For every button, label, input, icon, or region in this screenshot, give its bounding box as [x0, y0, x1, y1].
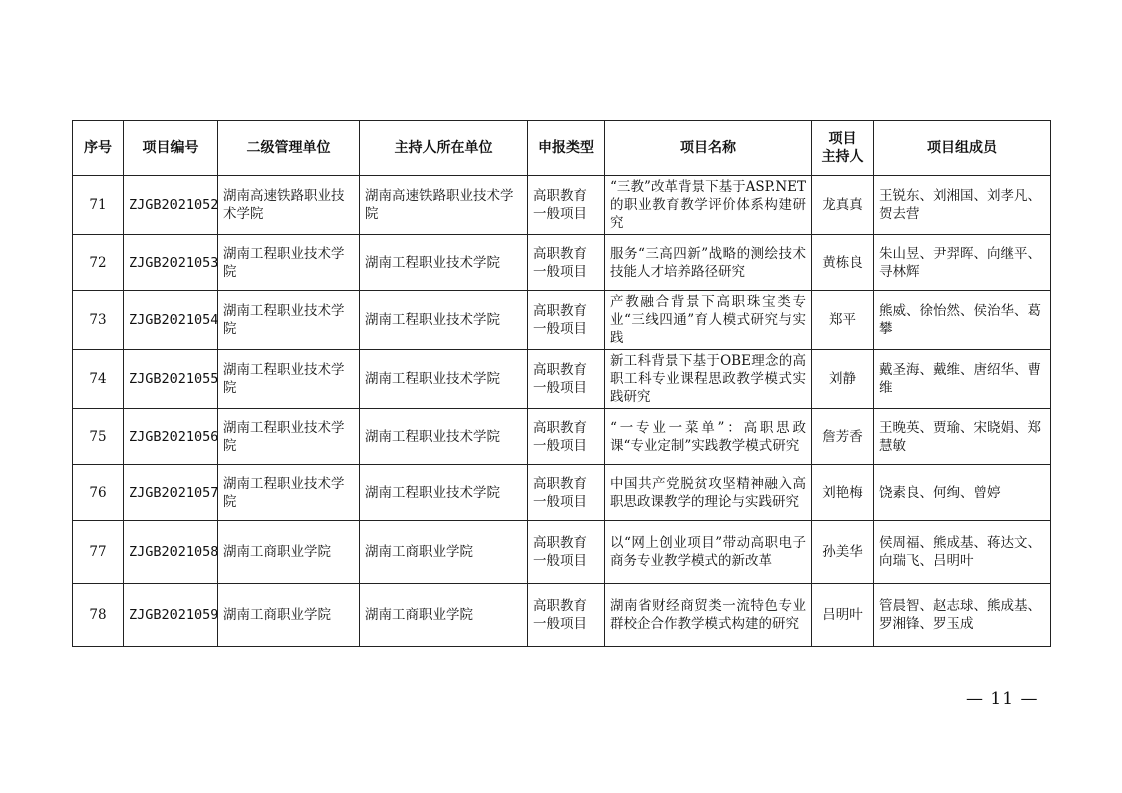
- cell-application-type: 高职教育一般项目: [528, 409, 605, 465]
- cell-serial: 76: [73, 465, 124, 521]
- page-number: — 11 —: [966, 689, 1039, 709]
- table-row: [73, 465, 1051, 521]
- cell-project-host: 吕明叶: [812, 584, 874, 647]
- cell-project-host: 郑平: [812, 291, 874, 350]
- cell-host-unit: 湖南工程职业技术学院: [360, 291, 528, 350]
- cell-application-type: 高职教育一般项目: [528, 350, 605, 409]
- cell-serial: 77: [73, 521, 124, 584]
- cell-management-unit: 湖南工程职业技术学院: [218, 409, 360, 465]
- cell-team-members: 王锐东、刘湘国、刘孝凡、贺去营: [874, 176, 1051, 235]
- header-project-host: 项目 主持人: [812, 121, 874, 176]
- cell-project-code: ZJGB2021056: [124, 409, 218, 465]
- header-serial: 序号: [73, 121, 124, 176]
- cell-management-unit: 湖南工商职业学院: [218, 521, 360, 584]
- project-table: [72, 120, 1051, 647]
- cell-serial: 74: [73, 350, 124, 409]
- cell-project-name: 湖南省财经商贸类一流特色专业群校企合作教学模式构建的研究: [605, 584, 812, 647]
- cell-serial: 73: [73, 291, 124, 350]
- cell-project-code: ZJGB2021054: [124, 291, 218, 350]
- cell-serial: 78: [73, 584, 124, 647]
- cell-project-host: 黄栋良: [812, 235, 874, 291]
- header-project-code: 项目编号: [124, 121, 218, 176]
- cell-project-code: ZJGB2021052: [124, 176, 218, 235]
- cell-project-code: ZJGB2021058: [124, 521, 218, 584]
- cell-host-unit: 湖南高速铁路职业技术学院: [360, 176, 528, 235]
- cell-application-type: 高职教育一般项目: [528, 521, 605, 584]
- header-host-unit: 主持人所在单位: [360, 121, 528, 176]
- cell-team-members: 戴圣海、戴维、唐绍华、曹维: [874, 350, 1051, 409]
- cell-host-unit: 湖南工商职业学院: [360, 521, 528, 584]
- cell-host-unit: 湖南工程职业技术学院: [360, 235, 528, 291]
- table-header-row: [73, 121, 1051, 176]
- header-team-members: 项目组成员: [874, 121, 1051, 176]
- cell-project-code: ZJGB2021055: [124, 350, 218, 409]
- cell-project-name: 新工科背景下基于OBE理念的高职工科专业课程思政教学模式实践研究: [605, 350, 812, 409]
- table-row: [73, 235, 1051, 291]
- cell-management-unit: 湖南高速铁路职业技术学院: [218, 176, 360, 235]
- cell-team-members: 熊威、徐怡然、侯治华、葛攀: [874, 291, 1051, 350]
- cell-application-type: 高职教育一般项目: [528, 291, 605, 350]
- cell-project-name: “一专业一菜单”：高职思政课“专业定制”实践教学模式研究: [605, 409, 812, 465]
- cell-project-name: “三教”改革背景下基于ASP.NET的职业教育教学评价体系构建研究: [605, 176, 812, 235]
- cell-management-unit: 湖南工程职业技术学院: [218, 350, 360, 409]
- cell-project-host: 刘艳梅: [812, 465, 874, 521]
- cell-team-members: 管晨智、赵志球、熊成基、罗湘锋、罗玉成: [874, 584, 1051, 647]
- cell-project-host: 孙美华: [812, 521, 874, 584]
- cell-application-type: 高职教育一般项目: [528, 235, 605, 291]
- cell-project-name: 以“网上创业项目”带动高职电子商务专业教学模式的新改革: [605, 521, 812, 584]
- header-application-type: 申报类型: [528, 121, 605, 176]
- cell-project-code: ZJGB2021053: [124, 235, 218, 291]
- cell-project-host: 龙真真: [812, 176, 874, 235]
- cell-management-unit: 湖南工程职业技术学院: [218, 291, 360, 350]
- cell-project-code: ZJGB2021057: [124, 465, 218, 521]
- cell-application-type: 高职教育一般项目: [528, 465, 605, 521]
- cell-project-host: 刘静: [812, 350, 874, 409]
- cell-application-type: 高职教育一般项目: [528, 176, 605, 235]
- table-row: [73, 584, 1051, 647]
- table-row: [73, 409, 1051, 465]
- cell-team-members: 朱山昱、尹羿晖、向继平、寻林辉: [874, 235, 1051, 291]
- cell-management-unit: 湖南工商职业学院: [218, 584, 360, 647]
- cell-host-unit: 湖南工商职业学院: [360, 584, 528, 647]
- table-row: [73, 521, 1051, 584]
- cell-serial: 71: [73, 176, 124, 235]
- cell-project-name: 产教融合背景下高职珠宝类专业“三线四通”育人模式研究与实践: [605, 291, 812, 350]
- header-management-unit: 二级管理单位: [218, 121, 360, 176]
- cell-management-unit: 湖南工程职业技术学院: [218, 465, 360, 521]
- table-row: [73, 176, 1051, 235]
- cell-host-unit: 湖南工程职业技术学院: [360, 350, 528, 409]
- cell-host-unit: 湖南工程职业技术学院: [360, 409, 528, 465]
- cell-management-unit: 湖南工程职业技术学院: [218, 235, 360, 291]
- cell-team-members: 饶素良、何绚、曾婷: [874, 465, 1051, 521]
- cell-team-members: 王晚英、贾瑜、宋晓娟、郑慧敏: [874, 409, 1051, 465]
- table-row: [73, 291, 1051, 350]
- cell-serial: 75: [73, 409, 124, 465]
- header-project-name: 项目名称: [605, 121, 812, 176]
- cell-serial: 72: [73, 235, 124, 291]
- cell-project-code: ZJGB2021059: [124, 584, 218, 647]
- cell-team-members: 侯周福、熊成基、蒋达文、向瑞飞、吕明叶: [874, 521, 1051, 584]
- cell-project-name: 服务“三高四新”战略的测绘技术技能人才培养路径研究: [605, 235, 812, 291]
- cell-project-name: 中国共产党脱贫攻坚精神融入高职思政课教学的理论与实践研究: [605, 465, 812, 521]
- cell-project-host: 詹芳香: [812, 409, 874, 465]
- cell-application-type: 高职教育一般项目: [528, 584, 605, 647]
- cell-host-unit: 湖南工程职业技术学院: [360, 465, 528, 521]
- table-row: [73, 350, 1051, 409]
